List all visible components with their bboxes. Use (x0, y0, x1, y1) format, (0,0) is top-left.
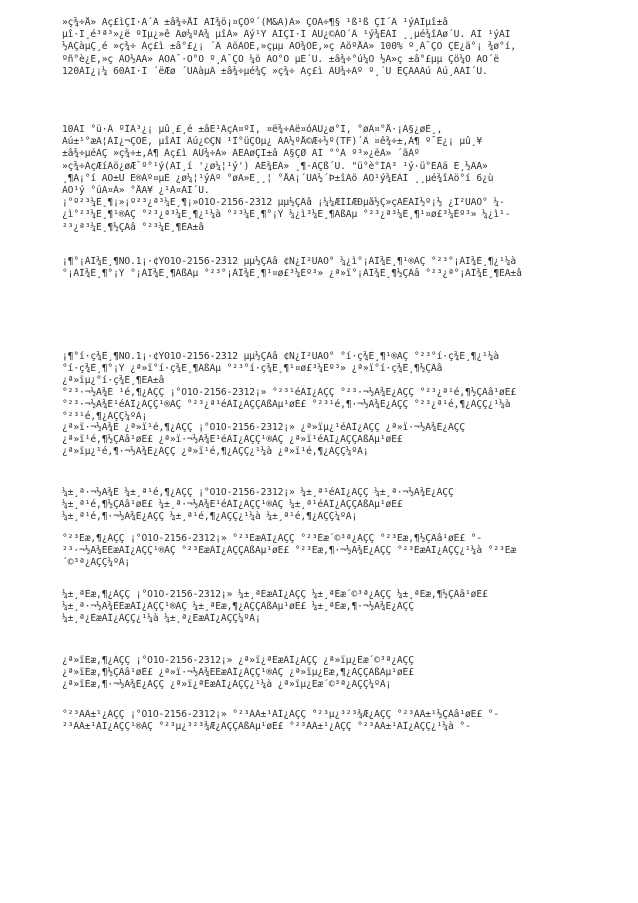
text-line: ½ÃÇàµÇ¸é »ç¾÷ Àç£ì ±â°£¿¡ ´Â ÃöÀÖÈ,»çµµ ÀÔ¾ÖÈ,»ç ÀöºÅÀ» 100% º¸Á¯ÇÒ ÇÊ¿ä°¡ ¾ø°í, (62, 41, 517, 53)
text-line: 120ÀÏ¿¡¼ 60ÀÏ·Î ´ëÆø ´ÜÃàµÂ ±â¾÷µé¾Ç »ç¾÷ Àç£ì ÀÛ¾÷Àº º¸´Ù ÈÇÃÄÀú Áú¸ÀÀÌ´Ù. (62, 65, 488, 77)
text-line: ¸¶Ä¡°í ÃÖ±Ù Ë®Àº¤µÈ ¿ø¼¦¹ýÀº °øÃ»È¸¸¦ °ÅÄ¡´ÜÀ½´Þ±îÁö ÀÔ¹ý¾ÈÀÌ ¸¸µé¾îÁö°í 6¿ù (62, 172, 494, 184)
text-line: ¿ì°²³¼È¸¶¹®ÀÇ °²³¿ª³¼È¸¶¿¹¼à °²³¼È¸¶°¡Ý ¼¿ì³¼È¸¶ÃßÃµ °²³¿ª³¼È¸¶¹¤ø£³¼Èº³» ¼¿ì¹- (62, 209, 511, 221)
text-line: ºñ°è¿È,»ç ÀÕ½ÃÀ» ÀÖÁ¯·Ó°Ô º¸Á¯ÇÒ ¼ö ÀÖ°Ô µÈ´Ù. ±â¾÷°ú¼Ò ½Ã»ç ±â°£µµ Çö¼Ò ÀÖ´ë (62, 53, 500, 65)
text-line: ¼±¸ª·¬½Ã¾È ¼±¸ª¹é,¶¿ÀÇÇ ¡°O1O-2156-2312¡» ¼±¸ª¹éÀÎ¿ÀÇÇ ¼±¸ª·¬½Ã¾È¿ÀÇÇ (62, 487, 454, 498)
paragraph-listing (62, 709, 582, 733)
paragraph-intro (62, 17, 582, 78)
text-line: ¿ª»ïÈæ,¶·¬½Ã¾È¿ÀÇÇ ¿ª»ï¿ªÈæÀÎ¿ÀÇÇ¿¹¼à ¿ª»ïµ¿Èæ´©³ª¿ÀÇÇ¼ºÀ¡ (62, 679, 392, 691)
text-line: ²³·¬½Ã¾ÈÈæÀÎ¿ÀÇÇ¹®ÀÇ °²³ÈæÀÎ¿ÀÇÇÃßÃµ¹øÈ£ °²³Èæ,¶·¬½Ã¾È¿ÀÇÇ °²³ÈæÀÎ¿ÀÇÇ¿¹¼à °²³Èæ (62, 545, 517, 557)
text-line: ¼±¸ªÈæ,¶¿ÀÇÇ ¡°O1O-2156-2312¡» ¼±¸ªÈæÀÎ¿ÀÇÇ ¼±¸ªÈæ´©³ª¿ÀÇÇ ¼±¸ªÈæ,¶½ÇÂâ¹øÈ£ (62, 589, 488, 600)
text-line: °²³ÀÂ±¹¿ÀÇÇ ¡°O1O-2156-2312¡» °²³ÀÂ±¹ÀÎ¿ÀÇÇ °²³µ¿³²³¾Æ¿ÀÇÇ °²³ÀÂ±¹½ÇÂâ¹øÈ£ °- (62, 709, 500, 720)
text-line: °²³·¬½Ã¾È¹éÀÎ¿ÀÇÇ¹®ÀÇ °²³¿ª¹éÀÎ¿ÀÇÇÃßÃµ¹øÈ£ °²³¹é,¶·¬½Ã¾È¿ÀÇÇ °²³¿ª¹é,¶¿ÀÇÇ¿¹¼à (62, 399, 511, 411)
text-line: ¼±¸ª¹é,¶·¬½Ã¾È¿ÀÇÇ ¼±¸ª¹é,¶¿ÀÇÇ¿¹¼à ¼±¸ª¹é,¶¿ÀÇÇ¼ºÀ¡ (62, 511, 358, 523)
paragraph-listing (62, 351, 582, 388)
paragraph-listing (62, 533, 582, 570)
text-line: ¼±¸ª¹é,¶½ÇÂâ¹øÈ£ ¼±¸ª·¬½Ã¾È¹éÀÎ¿ÀÇÇ¹®ÀÇ ¼±¸ª¹éÀÎ¿ÀÇÇÃßÃµ¹øÈ£ (62, 499, 403, 511)
text-line: ¼±¸ª¿ÈæÀÎ¿ÀÇÇ¿¹¼à ¼±¸ª¿ÈæÀÎ¿ÀÇÇ¼ºÀ¡ (62, 613, 261, 625)
paragraph-listing (62, 655, 582, 692)
paragraph-listing (62, 422, 582, 459)
text-line: °²³·¬½Ã¾È ¹é,¶¿ÀÇÇ ¡°O1O-2156-2312¡» °²³¹éÀÎ¿ÀÇÇ °²³·¬½Ã¾È¿ÀÇÇ °²³¿ª¹é,¶½ÇÂâ¹øÈ£ (62, 387, 517, 398)
paragraph-listing (62, 256, 582, 280)
text-line: »ç¾÷ÀçÆíÁö¿øÆ¯º°¹ý(ÀÏ¸í '¿ø¼¦¹ý') ÃÊ¾ÈÀ» ¸¶·ÃÇß´Ù. "ü°è°ÎÃ³ ¹ý·ü°ÈÀä È¸½ÃÀ» (62, 160, 488, 172)
text-line: °²³¹é,¶¿ÀÇÇ¼ºÀ¡ (62, 411, 148, 423)
text-line: ¿ª»ïµ¿°í·ç¾È¸¶ÈÄ±â (62, 375, 165, 387)
paragraph-listing (62, 387, 582, 424)
text-line: Áú±¹°æÀ¦ÀÌ¿¬ÇÕÈ, µîÀÌ Âú¿©ÇÑ ¹Î°üÇÕµ¿ ÃÃ½ºÅ©Æ÷½º(TF)´Â ¤ê¾÷±,À¶ º¯È¿¡ µû¸¥ (62, 136, 483, 148)
text-line: ²³ÀÂ±¹ÀÎ¿ÀÇÇ¹®ÀÇ °²³µ¿³²³¾Æ¿ÀÇÇÃßÃµ¹øÈ£ °²³ÀÂ±¹¿ÀÇÇ °²³ÀÂ±¹ÀÎ¿ÀÇÇ¿¹¼à °- (62, 721, 471, 733)
text-line: ²³¿ª³¼È¸¶½ÇÂâ °²³¼È¸¶ÈÄ±â (62, 221, 204, 233)
text-line: µî·Ï¸é³ª³»¿ë ºÎµ¿»ê Áø¼ºÀ¾ µîÀ» Àý¹Ý ÀÌÇÏ·Î ÁÙ¿©ÁÖ´Â ¹ý¾ÈÀÌ ¸¸µé¾îÁø´Ù. ÀÌ ¹ýÀÌ (62, 29, 511, 41)
text-line: ¿ª»ïµ¿¹é,¶·¬½Ã¾È¿ÀÇÇ ¿ª»ï¹é,¶¿ÀÇÇ¿¹¼à ¿ª»ï¹é,¶¿ÀÇÇ¼ºÀ¡ (62, 446, 369, 458)
paragraph-body (62, 124, 582, 234)
paragraph-listing (62, 487, 582, 524)
text-line: °²³Èæ,¶¿ÀÇÇ ¡°O1O-2156-2312¡» °²³ÈæÀÎ¿ÀÇÇ °²³Èæ´©³ª¿ÀÇÇ °²³Èæ,¶½ÇÂâ¹øÈ£ °- (62, 533, 483, 544)
text-line: 10ÀÏ °ü·Â ºÎÃ³¿¡ µû¸£¸é ±âÈ¹ÀçÁ¤ºÎ, ¤ë¾÷Àë¤óÀÚ¿ø°Î, °øÁ¤°Å·¡À§¿øÈ¸, (62, 124, 443, 135)
text-line: ¡¶°¡ÀÎ¾È¸¶NO.1¡·¢ÝO1O-2156-2312 µµ½ÇÂâ ¢Ñ¿Î²ÛÄÖ° ¼¿ì°¡ÀÎ¾È¸¶¹®ÀÇ °²³°¡ÀÎ¾È¸¶¿¹¼à (62, 256, 517, 267)
text-line: °¡ÀÎ¾È¸¶°¡Ý °¡ÀÎ¾È¸¶ÃßÃµ °²³°¡ÀÎ¾È¸¶¹¤ø£³¼Èº³» ¿ª»ï°¡ÀÎ¾È¸¶½ÇÂâ °²³¿ª°¡ÀÎ¾È¸¶ÈÄ±â (62, 268, 522, 280)
text-line: ±â¾÷µéÀÇ »ç¾÷±,À¶ Àç£ì ÀÛ¾÷À» ÃËÁøÇÏ±â À§ÇØ ÀÌ °°À º³»¿ëÀ» ´ãÀº (62, 148, 420, 160)
text-line: ¡°º²³¼È¸¶¡»¡º²³¿ª³¼È¸¶¡»O1O-2156-2312 µµ½ÇÂâ ¡¼¼ÆÌÌÆÐµå½Ç»çÄÊÀÌ½º¡½ ¿Î²ÛÄÖ° ¼- (62, 197, 505, 209)
text-line: ¡¶°í·ç¾È¸¶NO.1¡·¢ÝO1O-2156-2312 µµ½ÇÂâ ¢Ñ¿Î²ÛÄÖ° °í·ç¾È¸¶¹®ÀÇ °²³°í·ç¾È¸¶¿¹¼à (62, 351, 500, 362)
text-line: »ç¾÷Å» Àç£ìÇÎ·À´Â ±â¾÷ÅÌ ÀÎ¾ö¡¤ÇÕº´(M&A)À» ÇÒÁ÷¶§ ¹ß¹ß ÇÏ´Â ¹ýÀÎµî±â (62, 17, 448, 28)
text-line: ´©³ª¿ÀÇÇ¼ºÀ¡ (62, 557, 131, 569)
paragraph-listing (62, 589, 582, 626)
text-line: ¿ª»ïÈæ,¶½ÇÂâ¹øÈ£ ¿ª»ï·¬½Ã¾ÈÈæÀÎ¿ÀÇÇ¹®ÀÇ ¿ª»ïµ¿Èæ,¶¿ÀÇÇÃßÃµ¹øÈ£ (62, 667, 414, 679)
text-line: °í·ç¾È¸¶°¡Ý ¿ª»ï°í·ç¾È¸¶ÃßÃµ °²³°í·ç¾È¸¶¹¤ø£³¼Èº³» ¿ª»ï°í·ç¾È¸¶½ÇÂâ (62, 363, 443, 375)
text-line: ¿ª»ï¹é,¶½ÇÂâ¹øÈ£ ¿ª»ï·¬½Ã¾È¹éÀÎ¿ÀÇÇ¹®ÀÇ ¿ª»ï¹éÀÎ¿ÀÇÇÃßÃµ¹øÈ£ (62, 434, 403, 446)
text-line: ¼±¸ª·¬½Ã¾ÈÈæÀÎ¿ÀÇÇ¹®ÀÇ ¼±¸ªÈæ,¶¿ÀÇÇÃßÃµ¹øÈ£ ¼±¸ªÈæ,¶·¬½Ã¾È¿ÀÇÇ (62, 601, 414, 613)
text-line: ÀÓ¹ý °úÁ¤À» °ÅÄ¥ ¿¹Á¤ÀÌ´Ù. (62, 185, 210, 197)
text-line: ¿ª»ï·¬½Ã¾È ¿ª»ï¹é,¶¿ÀÇÇ ¡°O1O-2156-2312¡» ¿ª»ïµ¿¹éÀÎ¿ÀÇÇ ¿ª»ï·¬½Ã¾È¿ÀÇÇ (62, 422, 465, 433)
text-line: ¿ª»ïÈæ,¶¿ÀÇÇ ¡°O1O-2156-2312¡» ¿ª»ï¿ªÈæÀÎ¿ÀÇÇ ¿ª»ïµ¿Èæ´©³ª¿ÀÇÇ (62, 655, 414, 666)
